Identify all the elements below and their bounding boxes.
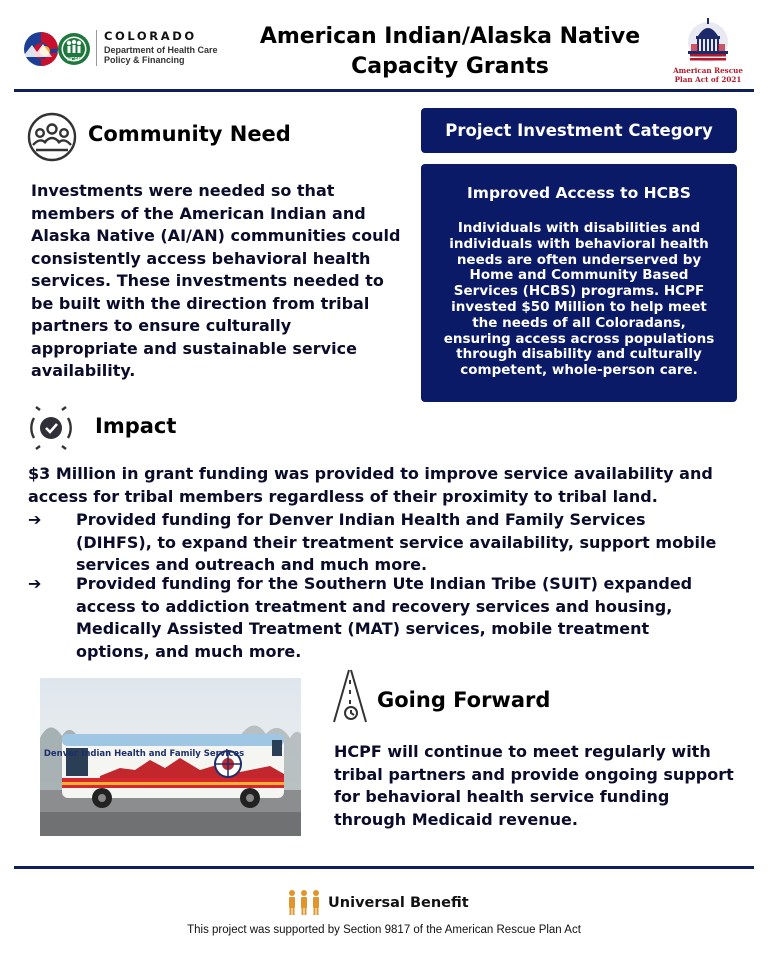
impact-intro: $3 Million in grant funding was provided to improve service availability and access for tribal members regardless of their proximity to tribal land. (28, 464, 713, 506)
impact-heading: Impact (95, 414, 177, 438)
impact-bullet-text: Provided funding for the Southern Ute Indian Tribe (SUIT) expanded access to addiction treatment and recovery services and housing, Medically Assisted Treatment (MAT) services, mobile treatment options, and much more. (76, 574, 693, 661)
investment-category-panel (421, 164, 737, 402)
community-group-icon (26, 112, 78, 162)
bus-photo-illustration (40, 678, 301, 836)
colorado-c-logo-icon (22, 30, 94, 70)
going-forward-text: HCPF will continue to meet regularly with tribal partners and provide ongoing support for behavioral health service funding through Medicaid revenue. (334, 742, 734, 829)
investment-category-title: Improved Access to HCBS (467, 184, 691, 202)
arp-line2: Plan Act of 2021 (674, 75, 742, 84)
logo-divider (96, 30, 97, 66)
impact-check-icon (26, 404, 76, 452)
universal-benefit-label: Universal Benefit (328, 895, 469, 911)
road-map-pin-icon (330, 668, 370, 724)
arrow-right-icon: ➔ (28, 510, 42, 529)
capitol-dome-icon (668, 14, 748, 66)
going-forward-heading: Going Forward (377, 688, 551, 712)
page-title-line1: American Indian/Alaska Native (259, 24, 641, 49)
community-need-heading: Community Need (88, 122, 291, 146)
agency-title: COLORADO (104, 29, 197, 43)
agency-sub-line2: Policy & Financing (104, 55, 185, 65)
investment-category-text: Individuals with disabilities and individuals with behavioral health needs are often underserved by Home and Community Based Services (HCBS) programs. HCPF invested $50 Million to help meet the needs of all Coloradans, ensuring access across populations through disability and culturally competent, whole-person care. (443, 220, 715, 379)
header-rule (14, 89, 754, 92)
impact-bullet-text: Provided funding for Denver Indian Health and Family Services (DIHFS), to expand their treatment service availability, support mobile services and outreach and much more. (76, 510, 717, 574)
footer-rule (14, 866, 754, 869)
arp-line1: American Rescue (673, 66, 743, 75)
people-group-icon (286, 888, 322, 916)
mobile-clinic-bus-photo (40, 678, 301, 836)
community-need-text: Investments were needed so that members of the American Indian and Alaska Native (AI/AN) communities could consistently access behavioral health services. These investments needed to be built with the direction from tribal partners to ensure culturally appropriate and sustainable service availability. (31, 181, 401, 380)
agency-sub-line1: Department of Health Care (104, 45, 218, 55)
universal-benefit (286, 888, 469, 916)
colorado-hcpf-logo (22, 28, 222, 72)
page-title-line2: Capacity Grants (351, 54, 549, 79)
investment-category-label: Project Investment Category (421, 108, 737, 153)
page-title (250, 22, 650, 82)
footer-note: This project was supported by Section 9817 of the American Rescue Plan Act (187, 924, 581, 936)
arrow-right-icon: ➔ (28, 574, 42, 593)
bus-sign-text: Denver Indian Health and Family Services (43, 749, 245, 759)
svg-text:HCPF: HCPF (67, 57, 81, 63)
american-rescue-plan-logo (668, 14, 748, 90)
